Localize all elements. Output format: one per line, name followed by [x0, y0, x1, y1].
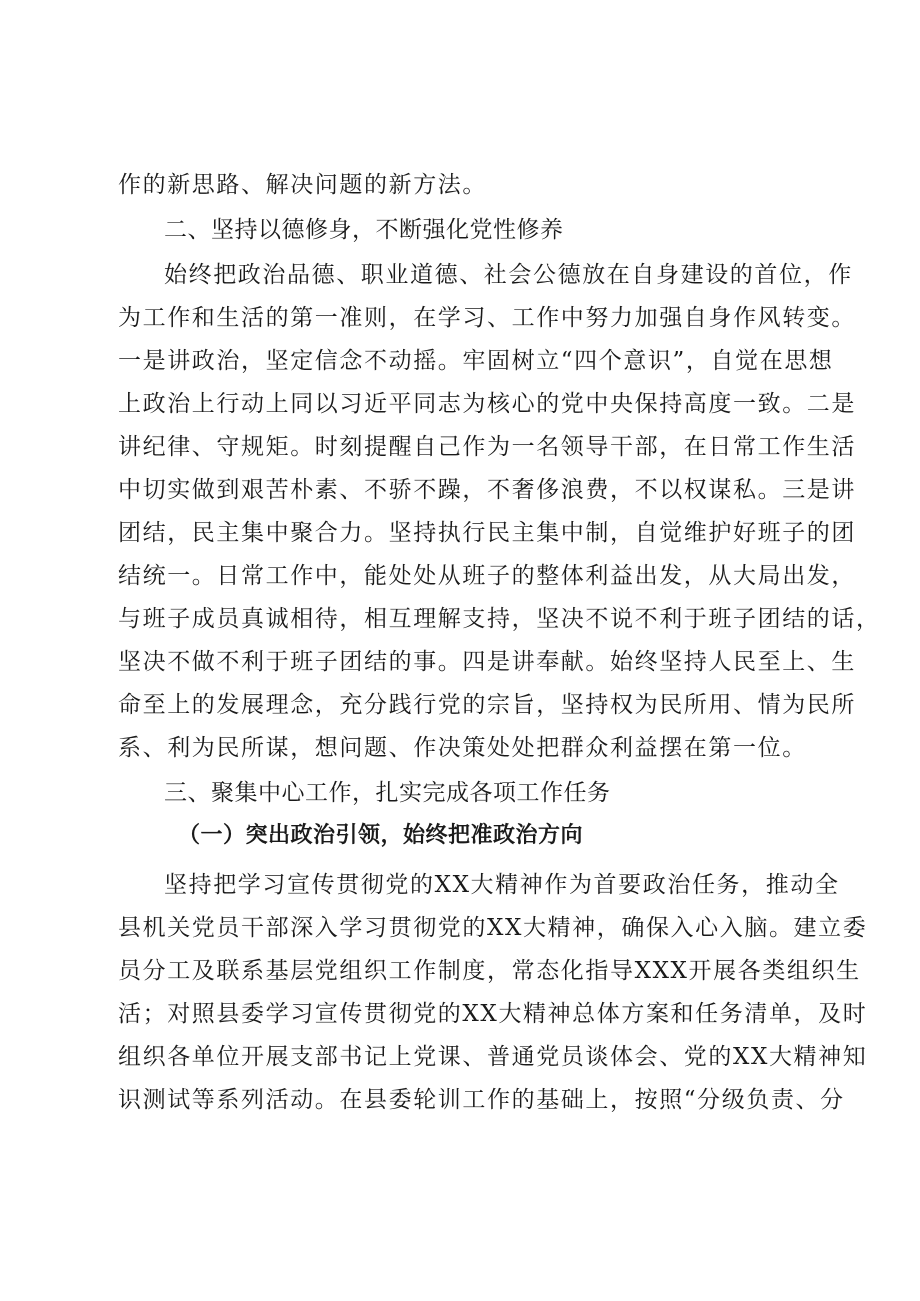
paragraph-line: 作的新思路、解决问题的新方法。 — [118, 172, 487, 198]
paragraph-line: 活；对照县委学习宣传贯彻党的XX大精神总体方案和任务清单，及时 — [118, 1001, 868, 1027]
section-heading-2: 二、坚持以德修身，不断强化党性修养 — [164, 217, 564, 243]
paragraph-line: 命至上的发展理念，充分践行党的宗旨，坚持权为民所用、情为民所 — [118, 692, 856, 718]
paragraph-line: 员分工及联系基层党组织工作制度，常态化指导XXX开展各类组织生 — [118, 958, 861, 984]
paragraph-line: 上政治上行动上同以习近平同志为核心的党中央保持高度一致。二是 — [118, 391, 856, 417]
paragraph-line: 坚决不做不利于班子团结的事。四是讲奉献。始终坚持人民至上、生 — [118, 649, 856, 675]
paragraph-line: 始终把政治品德、职业道德、社会公德放在自身建设的首位，作 — [164, 262, 853, 288]
paragraph-line: 结统一。日常工作中，能处处从班子的整体利益出发，从大局出发， — [118, 563, 856, 589]
paragraph-line: 识测试等系列活动。在县委轮训工作的基础上，按照“分级负责、分 — [118, 1087, 845, 1113]
paragraph-line: 与班子成员真诚相待，相互理解支持，坚决不说不利于班子团结的话， — [118, 606, 881, 632]
paragraph-line: 中切实做到艰苦朴素、不骄不躁，不奢侈浪费，不以权谋私。三是讲 — [118, 477, 856, 503]
paragraph-line: 县机关党员干部深入学习贯彻党的XX大精神，确保入心入脑。建立委 — [118, 915, 868, 941]
paragraph-line: 系、利为民所谋，想问题、作决策处处把群众利益摆在第一位。 — [118, 735, 807, 761]
paragraph-line: 团结，民主集中聚合力。坚持执行民主集中制，自觉维护好班子的团 — [118, 520, 856, 546]
paragraph-line: 一是讲政治，坚定信念不动摇。牢固树立“四个意识”，自觉在思想 — [118, 348, 834, 374]
paragraph-line: 讲纪律、守规矩。时刻提醒自己作为一名领导干部，在日常工作生活 — [118, 434, 856, 460]
paragraph-line: 组织各单位开展支部书记上党课、普通党员谈体会、党的XX大精神知 — [118, 1044, 868, 1070]
subsection-heading-1: （一）突出政治引领，始终把准政治方向 — [178, 823, 584, 848]
paragraph-line: 为工作和生活的第一准则，在学习、工作中努力加强自身作风转变。 — [118, 305, 856, 331]
section-heading-3: 三、聚集中心工作，扎实完成各项工作任务 — [164, 780, 611, 806]
paragraph-line: 坚持把学习宣传贯彻党的XX大精神作为首要政治任务，推动全 — [164, 872, 840, 898]
